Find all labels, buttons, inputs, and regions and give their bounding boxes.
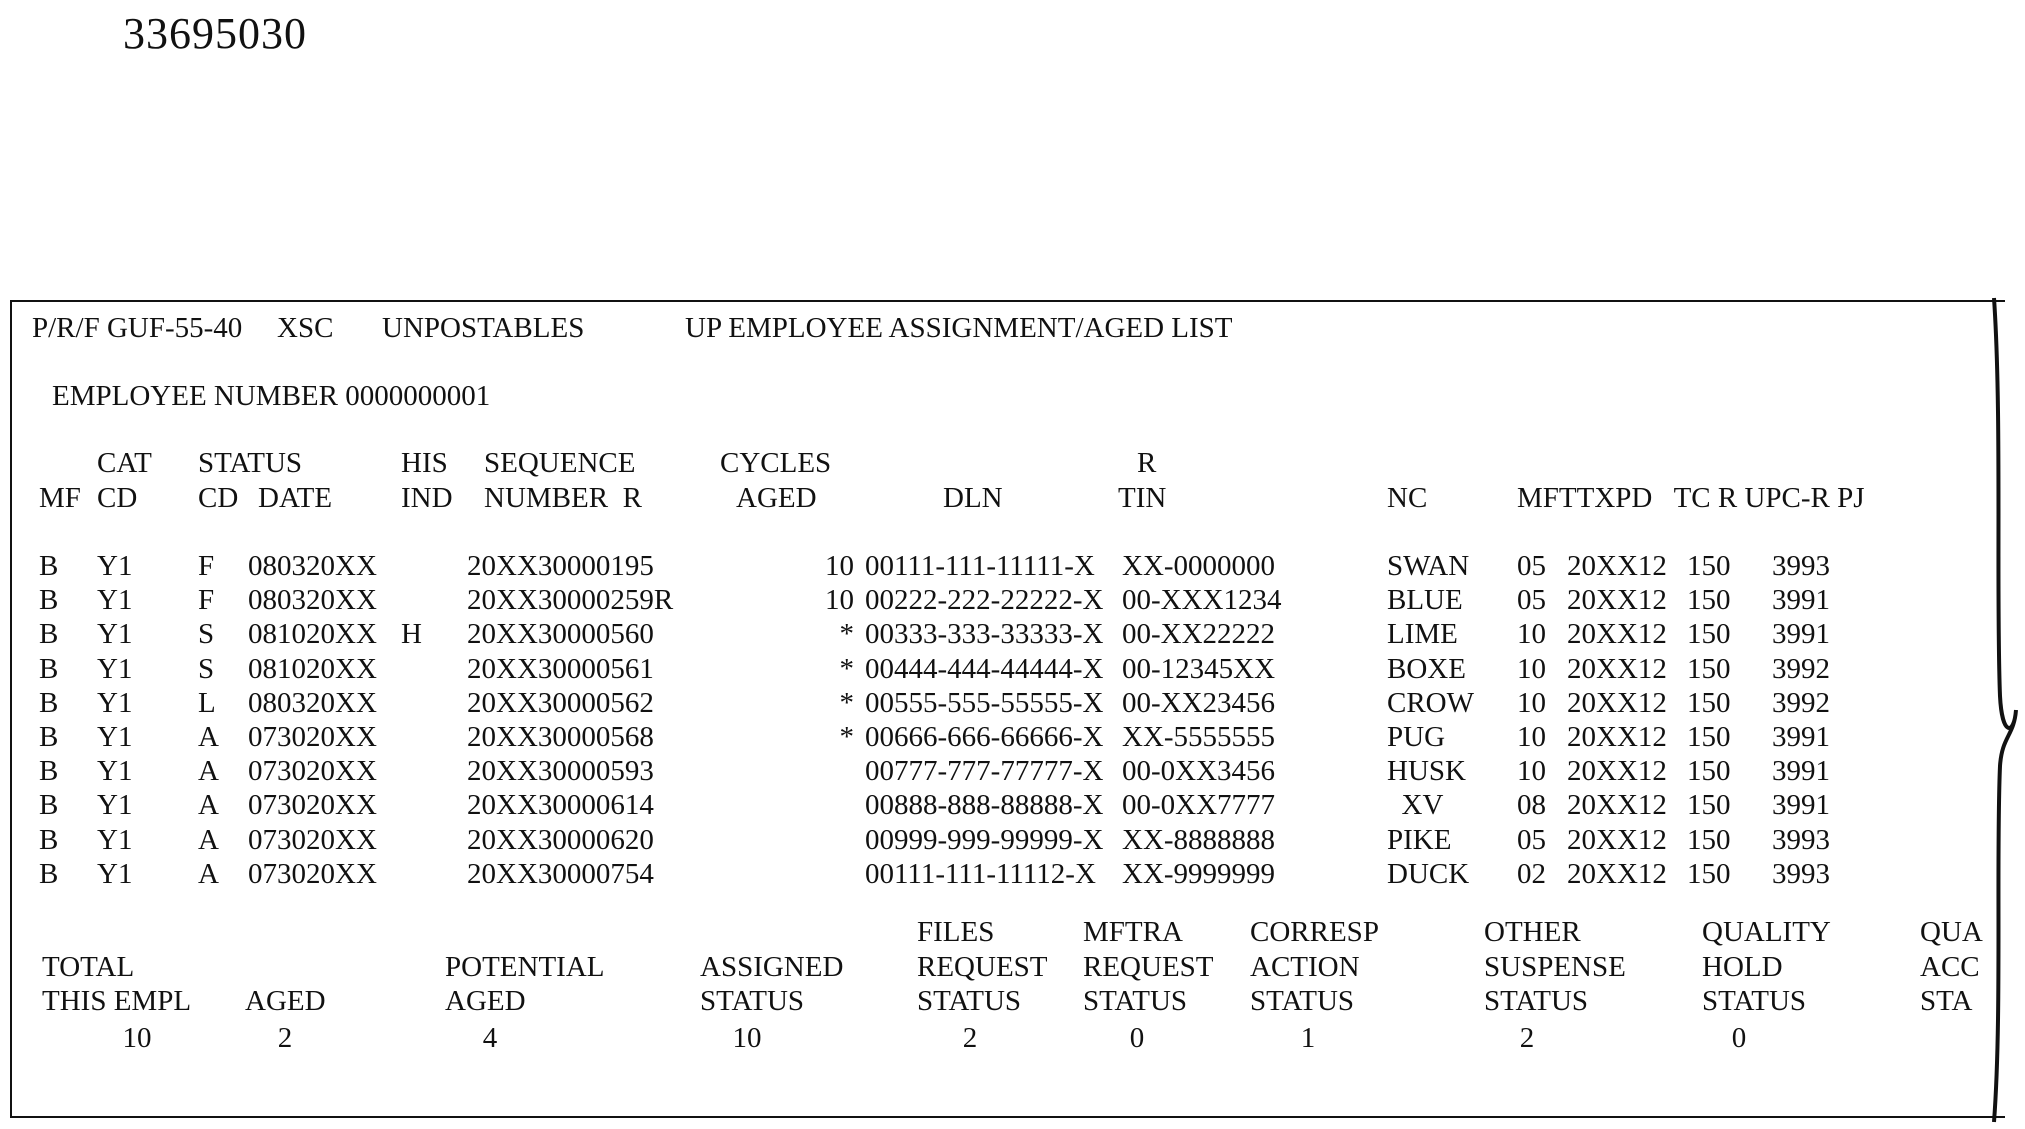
program-code: P/R/F GUF-55-40 (32, 312, 243, 344)
cell-upc: 3991 (1772, 755, 1830, 788)
cell-mf: B (39, 686, 59, 719)
right-brace-decoration (1988, 296, 2020, 1124)
cell-status: F (198, 584, 215, 617)
header-number: NUMBER R (484, 482, 642, 514)
cell-txpd: 20XX12 (1567, 755, 1667, 788)
summary-label: STATUS (1083, 985, 1188, 1017)
summary-label: STATUS (1484, 985, 1589, 1017)
cell-txpd: 20XX12 (1567, 686, 1667, 719)
cell-dln: 00666-666-66666-X (865, 721, 1104, 753)
header-dln: DLN (943, 482, 1003, 514)
summary-label: SUSPENSE (1484, 951, 1626, 983)
cell-mft: 02 (1517, 857, 1546, 890)
header-r: R (1137, 447, 1157, 479)
summary-label: ACTION (1250, 951, 1360, 983)
cell-tin: XX-8888888 (1122, 823, 1276, 856)
cell-txpd: 20XX12 (1567, 823, 1667, 856)
summary-label: THIS EMPL (42, 985, 192, 1017)
cell-cycles: * (839, 652, 854, 685)
cell-tin: XX-0000000 (1122, 550, 1276, 582)
cell-date: 080320XX (248, 686, 377, 719)
cell-mft: 05 (1517, 550, 1546, 582)
cell-date: 073020XX (248, 857, 377, 890)
site-code: XSC (277, 312, 334, 344)
cell-status: S (198, 618, 215, 651)
header-tin: TIN (1118, 482, 1167, 514)
cell-cat: Y1 (97, 857, 133, 890)
cell-tc: 150 (1687, 789, 1731, 822)
cell-seq: 20XX30000754 (467, 857, 654, 890)
cell-txpd: 20XX12 (1567, 789, 1667, 822)
summary-label: FILES (917, 916, 995, 948)
cell-dln: 00555-555-55555-X (865, 686, 1104, 719)
cell-date: 081020XX (248, 652, 377, 685)
cell-tc: 150 (1687, 755, 1731, 788)
summary-label: AGED (445, 985, 526, 1017)
cell-mf: B (39, 823, 59, 856)
cell-tc: 150 (1687, 584, 1731, 617)
cell-cycles: 10 (825, 584, 854, 617)
cell-upc: 3991 (1772, 789, 1830, 822)
cell-upc: 3993 (1772, 823, 1830, 856)
cell-nc: DUCK (1387, 857, 1470, 890)
cell-date: 080320XX (248, 550, 377, 582)
cell-upc: 3992 (1772, 652, 1830, 685)
cell-mf: B (39, 721, 59, 753)
cell-nc: BLUE (1387, 584, 1463, 617)
summary-value: 2 (1519, 1022, 1535, 1054)
cell-date: 080320XX (248, 584, 377, 617)
summary-label: TOTAL (42, 951, 135, 983)
cell-seq: 20XX30000593 (467, 755, 654, 788)
summary-label: REQUEST (1083, 951, 1214, 983)
cell-seq: 20XX30000195 (467, 550, 654, 582)
cell-nc: PIKE (1387, 823, 1452, 856)
cell-mf: B (39, 789, 59, 822)
cell-nc: SWAN (1387, 550, 1470, 582)
cell-upc: 3992 (1772, 686, 1830, 719)
cell-status: A (198, 857, 219, 890)
summary-label: OTHER (1484, 916, 1581, 948)
employee-number: EMPLOYEE NUMBER 0000000001 (52, 380, 491, 412)
summary-label: HOLD (1702, 951, 1783, 983)
summary-value: 10 (122, 1022, 152, 1054)
summary-value: 0 (1731, 1022, 1747, 1054)
header-mft-tail: MFTTXPD TC R UPC-R PJ (1517, 482, 1865, 514)
cell-tin: 00-XX23456 (1122, 686, 1276, 719)
summary-label: STATUS (917, 985, 1022, 1017)
cell-tin: 00-12345XX (1122, 652, 1276, 685)
header-cd: CD (97, 482, 138, 514)
cell-cycles: * (839, 721, 854, 753)
system-name: UNPOSTABLES (382, 312, 585, 344)
header-aged: AGED (736, 482, 817, 514)
cell-date: 073020XX (248, 721, 377, 753)
cell-seq: 20XX30000620 (467, 823, 654, 856)
cell-status: A (198, 823, 219, 856)
cell-tin: XX-5555555 (1122, 721, 1276, 753)
header-cat: CAT (97, 447, 152, 479)
cell-mf: B (39, 755, 59, 788)
cell-txpd: 20XX12 (1567, 584, 1667, 617)
cell-status: L (198, 686, 216, 719)
cell-txpd: 20XX12 (1567, 652, 1667, 685)
cell-mf: B (39, 618, 59, 651)
cell-status: S (198, 652, 215, 685)
cell-seq: 20XX30000259R (467, 584, 674, 617)
cell-cat: Y1 (97, 686, 133, 719)
summary-label: STATUS (700, 985, 805, 1017)
cell-mf: B (39, 857, 59, 890)
cell-cat: Y1 (97, 823, 133, 856)
summary-label: MFTRA (1083, 916, 1183, 948)
summary-label: STATUS (1702, 985, 1807, 1017)
cell-tc: 150 (1687, 618, 1731, 651)
cell-tc: 150 (1687, 721, 1731, 753)
cell-status: F (198, 550, 215, 582)
summary-label: QUA (1920, 916, 1983, 948)
cell-seq: 20XX30000614 (467, 789, 654, 822)
cell-nc: BOXE (1387, 652, 1466, 685)
document-id: 33695030 (123, 9, 307, 58)
cell-mft: 05 (1517, 823, 1546, 856)
cell-mf: B (39, 550, 59, 582)
cell-dln: 00111-111-11111-X (865, 550, 1095, 582)
cell-cat: Y1 (97, 789, 133, 822)
cell-cycles: * (839, 618, 854, 651)
cell-mft: 08 (1517, 789, 1546, 822)
summary-label: POTENTIAL (445, 951, 605, 983)
summary-value: 0 (1129, 1022, 1145, 1054)
cell-mft: 10 (1517, 755, 1546, 788)
cell-status: A (198, 789, 219, 822)
report-title: UP EMPLOYEE ASSIGNMENT/AGED LIST (685, 312, 1233, 344)
cell-seq: 20XX30000568 (467, 721, 654, 753)
cell-tc: 150 (1687, 823, 1731, 856)
cell-nc: HUSK (1387, 755, 1466, 788)
cell-dln: 00777-777-77777-X (865, 755, 1104, 788)
cell-status: A (198, 721, 219, 753)
cell-txpd: 20XX12 (1567, 857, 1667, 890)
cell-nc: XV (1387, 789, 1444, 822)
summary-label: ASSIGNED (700, 951, 844, 983)
cell-upc: 3991 (1772, 584, 1830, 617)
cell-tin: XX-9999999 (1122, 857, 1276, 890)
cell-tin: 00-XXX1234 (1122, 584, 1282, 617)
summary-value: 10 (732, 1022, 762, 1054)
summary-value: 2 (277, 1022, 293, 1054)
summary-label: CORRESP (1250, 916, 1379, 948)
cell-tin: 00-XX22222 (1122, 618, 1276, 651)
cell-tc: 150 (1687, 550, 1731, 582)
cell-seq: 20XX30000561 (467, 652, 654, 685)
header-cycles: CYCLES (720, 447, 832, 479)
cell-date: 073020XX (248, 823, 377, 856)
summary-label: STATUS (1250, 985, 1355, 1017)
summary-label: REQUEST (917, 951, 1048, 983)
cell-dln: 00888-888-88888-X (865, 789, 1104, 822)
cell-mft: 10 (1517, 652, 1546, 685)
cell-status: A (198, 755, 219, 788)
cell-dln: 00333-333-33333-X (865, 618, 1104, 651)
cell-cat: Y1 (97, 652, 133, 685)
cell-dln: 00444-444-44444-X (865, 652, 1104, 685)
cell-upc: 3993 (1772, 857, 1830, 890)
header-status-cd: CD (198, 482, 239, 514)
cell-txpd: 20XX12 (1567, 721, 1667, 753)
cell-seq: 20XX30000560 (467, 618, 654, 651)
header-status: STATUS (198, 447, 303, 479)
cell-tc: 150 (1687, 652, 1731, 685)
header-sequence: SEQUENCE (484, 447, 636, 479)
cell-cat: Y1 (97, 755, 133, 788)
cell-cat: Y1 (97, 618, 133, 651)
cell-upc: 3991 (1772, 618, 1830, 651)
cell-tc: 150 (1687, 686, 1731, 719)
cell-cat: Y1 (97, 550, 133, 582)
cell-nc: CROW (1387, 686, 1474, 719)
cell-nc: PUG (1387, 721, 1446, 753)
cell-dln: 00111-111-11112-X (865, 857, 1096, 890)
cell-dln: 00222-222-22222-X (865, 584, 1104, 617)
cell-mft: 10 (1517, 618, 1546, 651)
report-screen (10, 300, 2005, 1118)
cell-tc: 150 (1687, 857, 1731, 890)
cell-cat: Y1 (97, 584, 133, 617)
cell-dln: 00999-999-99999-X (865, 823, 1104, 856)
summary-label: ACC (1920, 951, 1980, 983)
summary-label: AGED (245, 985, 326, 1017)
summary-value: 4 (482, 1022, 498, 1054)
header-date: DATE (258, 482, 333, 514)
cell-date: 073020XX (248, 789, 377, 822)
header-ind: IND (401, 482, 453, 514)
cell-date: 081020XX (248, 618, 377, 651)
cell-upc: 3993 (1772, 550, 1830, 582)
cell-mf: B (39, 584, 59, 617)
summary-value: 1 (1300, 1022, 1316, 1054)
cell-mft: 05 (1517, 584, 1546, 617)
summary-label: STA (1920, 985, 1973, 1017)
summary-value: 2 (962, 1022, 978, 1054)
cell-date: 073020XX (248, 755, 377, 788)
cell-mf: B (39, 652, 59, 685)
cell-nc: LIME (1387, 618, 1458, 651)
cell-txpd: 20XX12 (1567, 550, 1667, 582)
cell-tin: 00-0XX7777 (1122, 789, 1276, 822)
cell-seq: 20XX30000562 (467, 686, 654, 719)
cell-cat: Y1 (97, 721, 133, 753)
header-his: HIS (401, 447, 448, 479)
header-nc: NC (1387, 482, 1428, 514)
cell-mft: 10 (1517, 721, 1546, 753)
summary-label: QUALITY (1702, 916, 1831, 948)
header-mf: MF (39, 482, 81, 514)
cell-tin: 00-0XX3456 (1122, 755, 1276, 788)
cell-txpd: 20XX12 (1567, 618, 1667, 651)
cell-mft: 10 (1517, 686, 1546, 719)
cell-cycles: * (839, 686, 854, 719)
cell-cycles: 10 (825, 550, 854, 582)
cell-upc: 3991 (1772, 721, 1830, 753)
cell-his: H (401, 618, 422, 651)
